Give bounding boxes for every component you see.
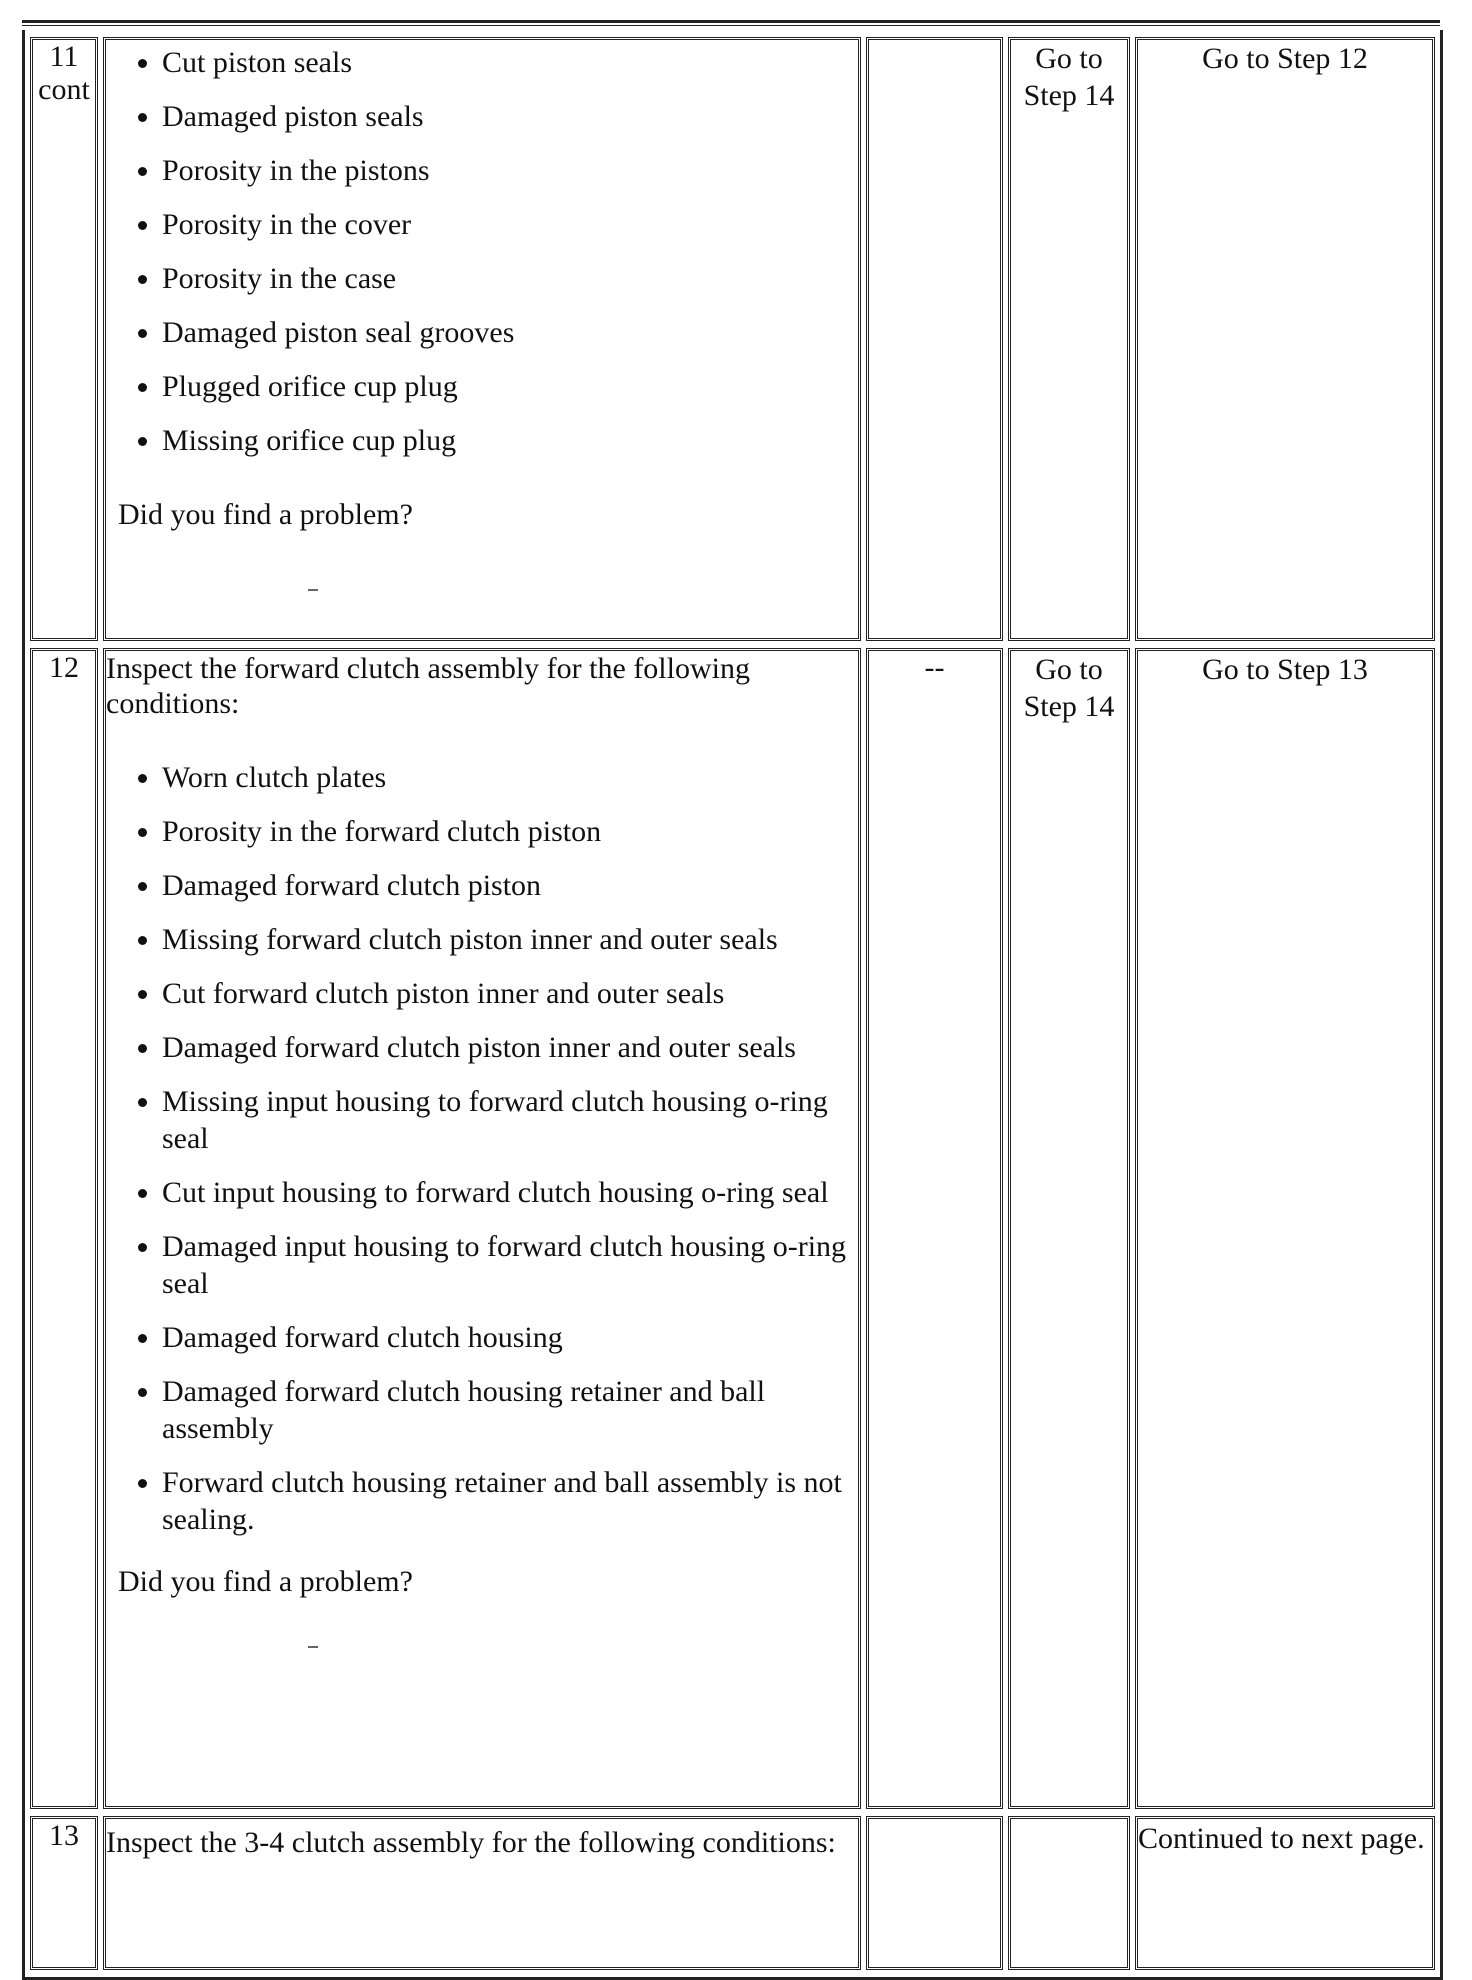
no-action-cell [1135, 648, 1435, 1809]
list-item: • Porosity in the case [162, 260, 858, 297]
list-item: • Porosity in the forward clutch piston [162, 813, 858, 850]
divider-mark [308, 1646, 318, 1648]
step-number-cell [30, 648, 98, 1809]
list-item: • Damaged piston seal grooves [162, 314, 858, 351]
list-item: • Cut piston seals [162, 44, 858, 81]
yes-action-text: Go to Step 14 [1023, 653, 1115, 723]
value-cell [866, 37, 1003, 641]
step-number: 12 [49, 651, 79, 684]
list-item: • Porosity in the pistons [162, 152, 858, 189]
question-text: Did you find a problem? [118, 498, 413, 531]
list-item: • Damaged piston seals [162, 98, 858, 135]
list-item: • Missing input housing to forward clutch housing o-ring seal [162, 1083, 858, 1157]
no-action-cell [1135, 37, 1435, 641]
yes-action-cell [1008, 1816, 1130, 1970]
list-item: • Forward clutch housing retainer and ball assembly is not sealing. [162, 1464, 858, 1538]
list-item: • Plugged orifice cup plug [162, 368, 858, 405]
yes-action-cell [1008, 37, 1130, 641]
condition-list [106, 759, 858, 1538]
list-item: • Missing forward clutch piston inner and outer seals [162, 921, 858, 958]
no-action-text: Go to Step 12 [1202, 42, 1368, 75]
list-item: • Damaged input housing to forward clutch housing o-ring seal [162, 1228, 858, 1302]
table-row [30, 37, 1435, 641]
top-rule-inner [22, 25, 1440, 26]
list-item: • Cut input housing to forward clutch housing o-ring seal [162, 1174, 858, 1211]
list-item: • Damaged forward clutch piston inner and outer seals [162, 1029, 858, 1066]
instruction-text: Inspect the 3-4 clutch assembly for the following conditions: [106, 1826, 836, 1859]
step-number-cell [30, 1816, 98, 1970]
list-item: • Damaged forward clutch piston [162, 867, 858, 904]
list-item: • Damaged forward clutch housing retainer and ball assembly [162, 1373, 858, 1447]
step-number-cell [30, 37, 98, 641]
yes-action-text: Go to Step 14 [1023, 42, 1115, 112]
value-cell: -- [866, 648, 1003, 1809]
list-item: • Porosity in the cover [162, 206, 858, 243]
continued-note: Continued to next page. [1138, 1822, 1425, 1855]
action-cell [103, 37, 861, 641]
list-item: • Worn clutch plates [162, 759, 858, 796]
instruction-text: Inspect the forward clutch assembly for the following conditions: [106, 652, 750, 720]
no-action-cell [1135, 1816, 1435, 1970]
top-rule [22, 20, 1440, 23]
value-cell [866, 1816, 1003, 1970]
table-row [30, 1816, 1435, 1970]
question-text: Did you find a problem? [118, 1565, 413, 1598]
list-item: • Cut forward clutch piston inner and outer seals [162, 975, 858, 1012]
document-page [22, 20, 1440, 1920]
action-cell [103, 1816, 861, 1970]
condition-list [106, 44, 858, 459]
action-cell [103, 648, 861, 1809]
diagnostic-table [22, 30, 1443, 1980]
table-row [30, 648, 1435, 1809]
list-item: • Missing orifice cup plug [162, 422, 858, 459]
no-action-text: Go to Step 13 [1202, 653, 1368, 686]
divider-mark [308, 589, 318, 591]
step-number: 13 [49, 1819, 79, 1852]
yes-action-cell [1008, 648, 1130, 1809]
step-number: 11 cont [38, 40, 90, 106]
list-item: • Damaged forward clutch housing [162, 1319, 858, 1356]
